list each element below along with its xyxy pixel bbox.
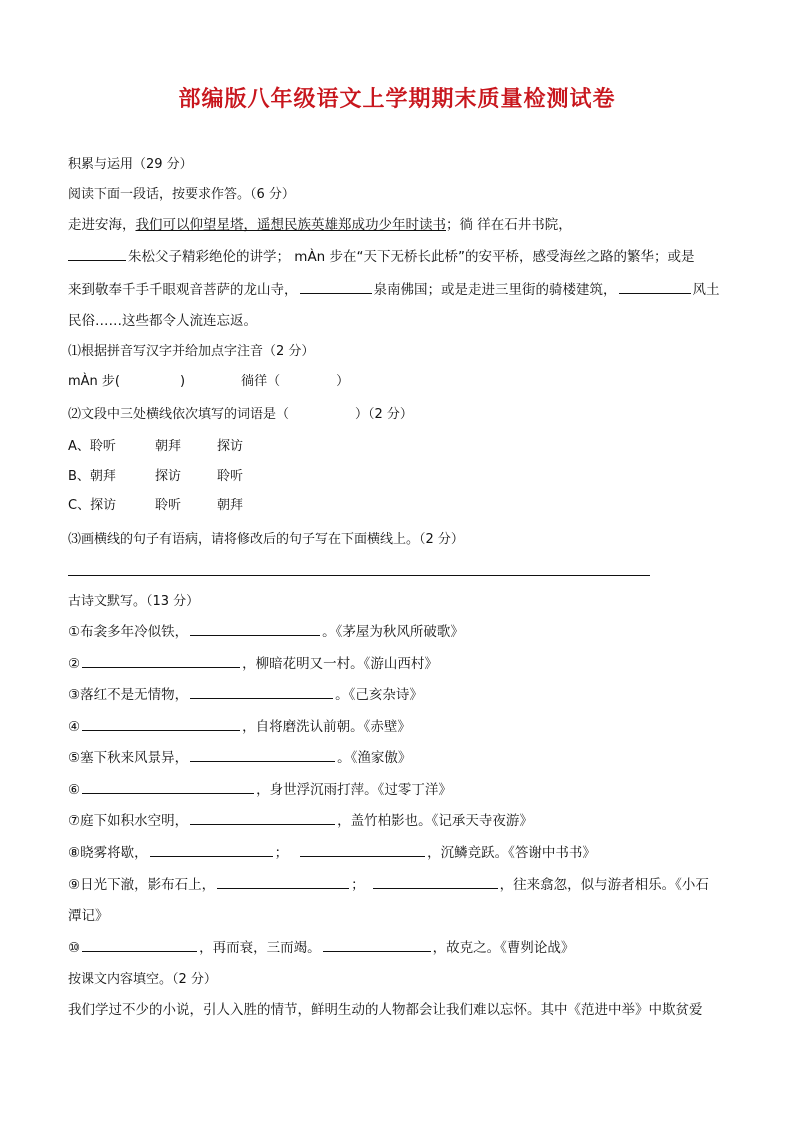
option-label: C、探访 [68, 498, 117, 513]
fill-blank[interactable] [150, 843, 273, 857]
section-heading-poetry: 古诗文默写。（13 分） [68, 594, 200, 609]
option-label: A、聆听 [68, 439, 116, 454]
underlined-sentence: 我们可以仰望星塔，遥想民族英雄郑成功少年时读书 [135, 217, 446, 233]
option-word: 聆听 [217, 469, 244, 484]
option-c[interactable] [68, 496, 243, 516]
item-text: ，再而衰，三而竭。 [199, 940, 321, 956]
passage-line-4: 民俗……这些都令人流连忘返。 [68, 313, 257, 329]
fill-blank[interactable] [323, 938, 431, 952]
item-text: ①布衾多年冷似铁， [68, 624, 189, 640]
item-text: ⑧晓雾将歇， [68, 845, 148, 861]
poetry-item-9-continued: 潭记》 [68, 908, 109, 924]
subquestion-1: ⑴根据拼音写汉字并给加点字注音（2 分） [68, 344, 315, 359]
answer-line[interactable] [68, 575, 650, 576]
item-text: ④ [68, 719, 81, 735]
poetry-item-7 [68, 811, 533, 831]
passage-line-1 [68, 215, 572, 235]
fill-blank[interactable] [300, 843, 425, 857]
question-text: ）（2 分） [355, 407, 413, 422]
item-text: ，故克之。《曹刿论战》 [432, 940, 575, 956]
item-text: ③落红不是无情物， [68, 687, 189, 703]
option-word: 探访 [155, 469, 182, 484]
passage-text: 风土 [692, 282, 720, 298]
item-text: ，自将磨洗认前朝。《赤壁》 [242, 719, 411, 735]
item-text: ，沉鳞竞跃。《答谢中书书》 [427, 845, 596, 861]
poetry-item-3 [68, 685, 423, 705]
page-title: 部编版八年级语文上学期期末质量检测试卷 [178, 87, 616, 112]
passage-text: 泉南佛国；或是走进三里街的骑楼建筑， [373, 282, 617, 298]
subquestion-1-answers [68, 372, 349, 392]
item-text: ，往来翕忽，似与游者相乐。《小石 [499, 877, 709, 893]
pinyin-prompt: mÀn 步( [68, 374, 121, 389]
fill-blank[interactable] [300, 280, 372, 294]
fill-blank[interactable] [190, 811, 335, 825]
paren-close: ） [336, 374, 350, 389]
passage-line-2 [68, 247, 695, 267]
passage-text: 来到敬奉千手千眼观音菩萨的龙山寺， [68, 282, 298, 298]
fill-blank[interactable] [68, 247, 126, 261]
option-label: B、朝拜 [68, 469, 116, 484]
option-word: 朝拜 [217, 498, 244, 513]
fill-blank[interactable] [373, 875, 498, 889]
item-text: 。《茅屋为秋风所破歌》 [322, 624, 464, 640]
passage-text: 朱松父子精彩绝伦的讲学； mÀn 步在“天下无桥长此桥”的安平桥，感受海丝之路的繁华；或是 [128, 249, 695, 265]
passage-text: ；徜 徉在石井书院， [446, 217, 572, 233]
subquestion-3: ⑶画横线的句子有语病，请将修改后的句子写在下面横线上。（2 分） [68, 532, 464, 547]
poetry-item-5 [68, 748, 411, 768]
paren-close: ) [180, 374, 186, 389]
item-text: ② [68, 656, 81, 672]
item-text: ⑥ [68, 782, 81, 798]
item-text: ，柳暗花明又一村。《游山西村》 [242, 656, 438, 672]
poetry-item-9 [68, 875, 709, 895]
fill-blank[interactable] [82, 717, 240, 731]
option-word: 朝拜 [155, 439, 182, 454]
question-intro: 阅读下面一段话，按要求作答。（6 分） [68, 187, 295, 202]
passage-text: 走进安海， [68, 217, 136, 233]
item-text: ⑤塞下秋来风景异， [68, 750, 189, 766]
fill-blank[interactable] [190, 685, 333, 699]
poetry-item-2 [68, 654, 438, 674]
subquestion-2 [68, 405, 413, 425]
fill-blank[interactable] [619, 280, 691, 294]
poetry-item-6 [68, 780, 452, 800]
fill-blank[interactable] [190, 748, 335, 762]
fill-blank[interactable] [82, 780, 254, 794]
item-text: ⑦庭下如积水空明， [68, 813, 189, 829]
poetry-item-10 [68, 938, 574, 958]
passage-line-3 [68, 280, 720, 300]
fill-blank[interactable] [217, 875, 349, 889]
fill-blank[interactable] [190, 622, 320, 636]
question-text: ⑵文段中三处横线依次填写的词语是（ [68, 407, 290, 422]
item-text: 。《己亥杂诗》 [335, 687, 423, 703]
item-text: 。《渔家傲》 [337, 750, 412, 766]
poetry-item-8 [68, 843, 596, 863]
fill-blank[interactable] [82, 938, 197, 952]
option-a[interactable] [68, 437, 243, 457]
word-prompt: 徜徉（ [241, 374, 281, 389]
poetry-item-1 [68, 622, 464, 642]
item-text: ，盖竹柏影也。《记承天寺夜游》 [337, 813, 533, 829]
item-text: ； [274, 845, 289, 861]
section-3-text: 我们学过不少的小说，引人入胜的情节，鲜明生动的人物都会让我们难以忘怀。其中《范进中举》中欺贫爱 [68, 1002, 703, 1018]
item-text: ⑩ [68, 940, 81, 956]
section-heading-fill: 按课文内容填空。（2 分） [68, 972, 217, 987]
poetry-item-4 [68, 717, 411, 737]
fill-blank[interactable] [82, 654, 240, 668]
item-text: ⑨日光下澈，影布石上， [68, 877, 216, 893]
section-heading-accumulation: 积累与运用（29 分） [68, 157, 193, 172]
item-text: ，身世浮沉雨打萍。《过零丁洋》 [256, 782, 452, 798]
option-word: 探访 [217, 439, 244, 454]
item-text: ； [351, 877, 365, 893]
option-b[interactable] [68, 467, 243, 487]
option-word: 聆听 [155, 498, 182, 513]
